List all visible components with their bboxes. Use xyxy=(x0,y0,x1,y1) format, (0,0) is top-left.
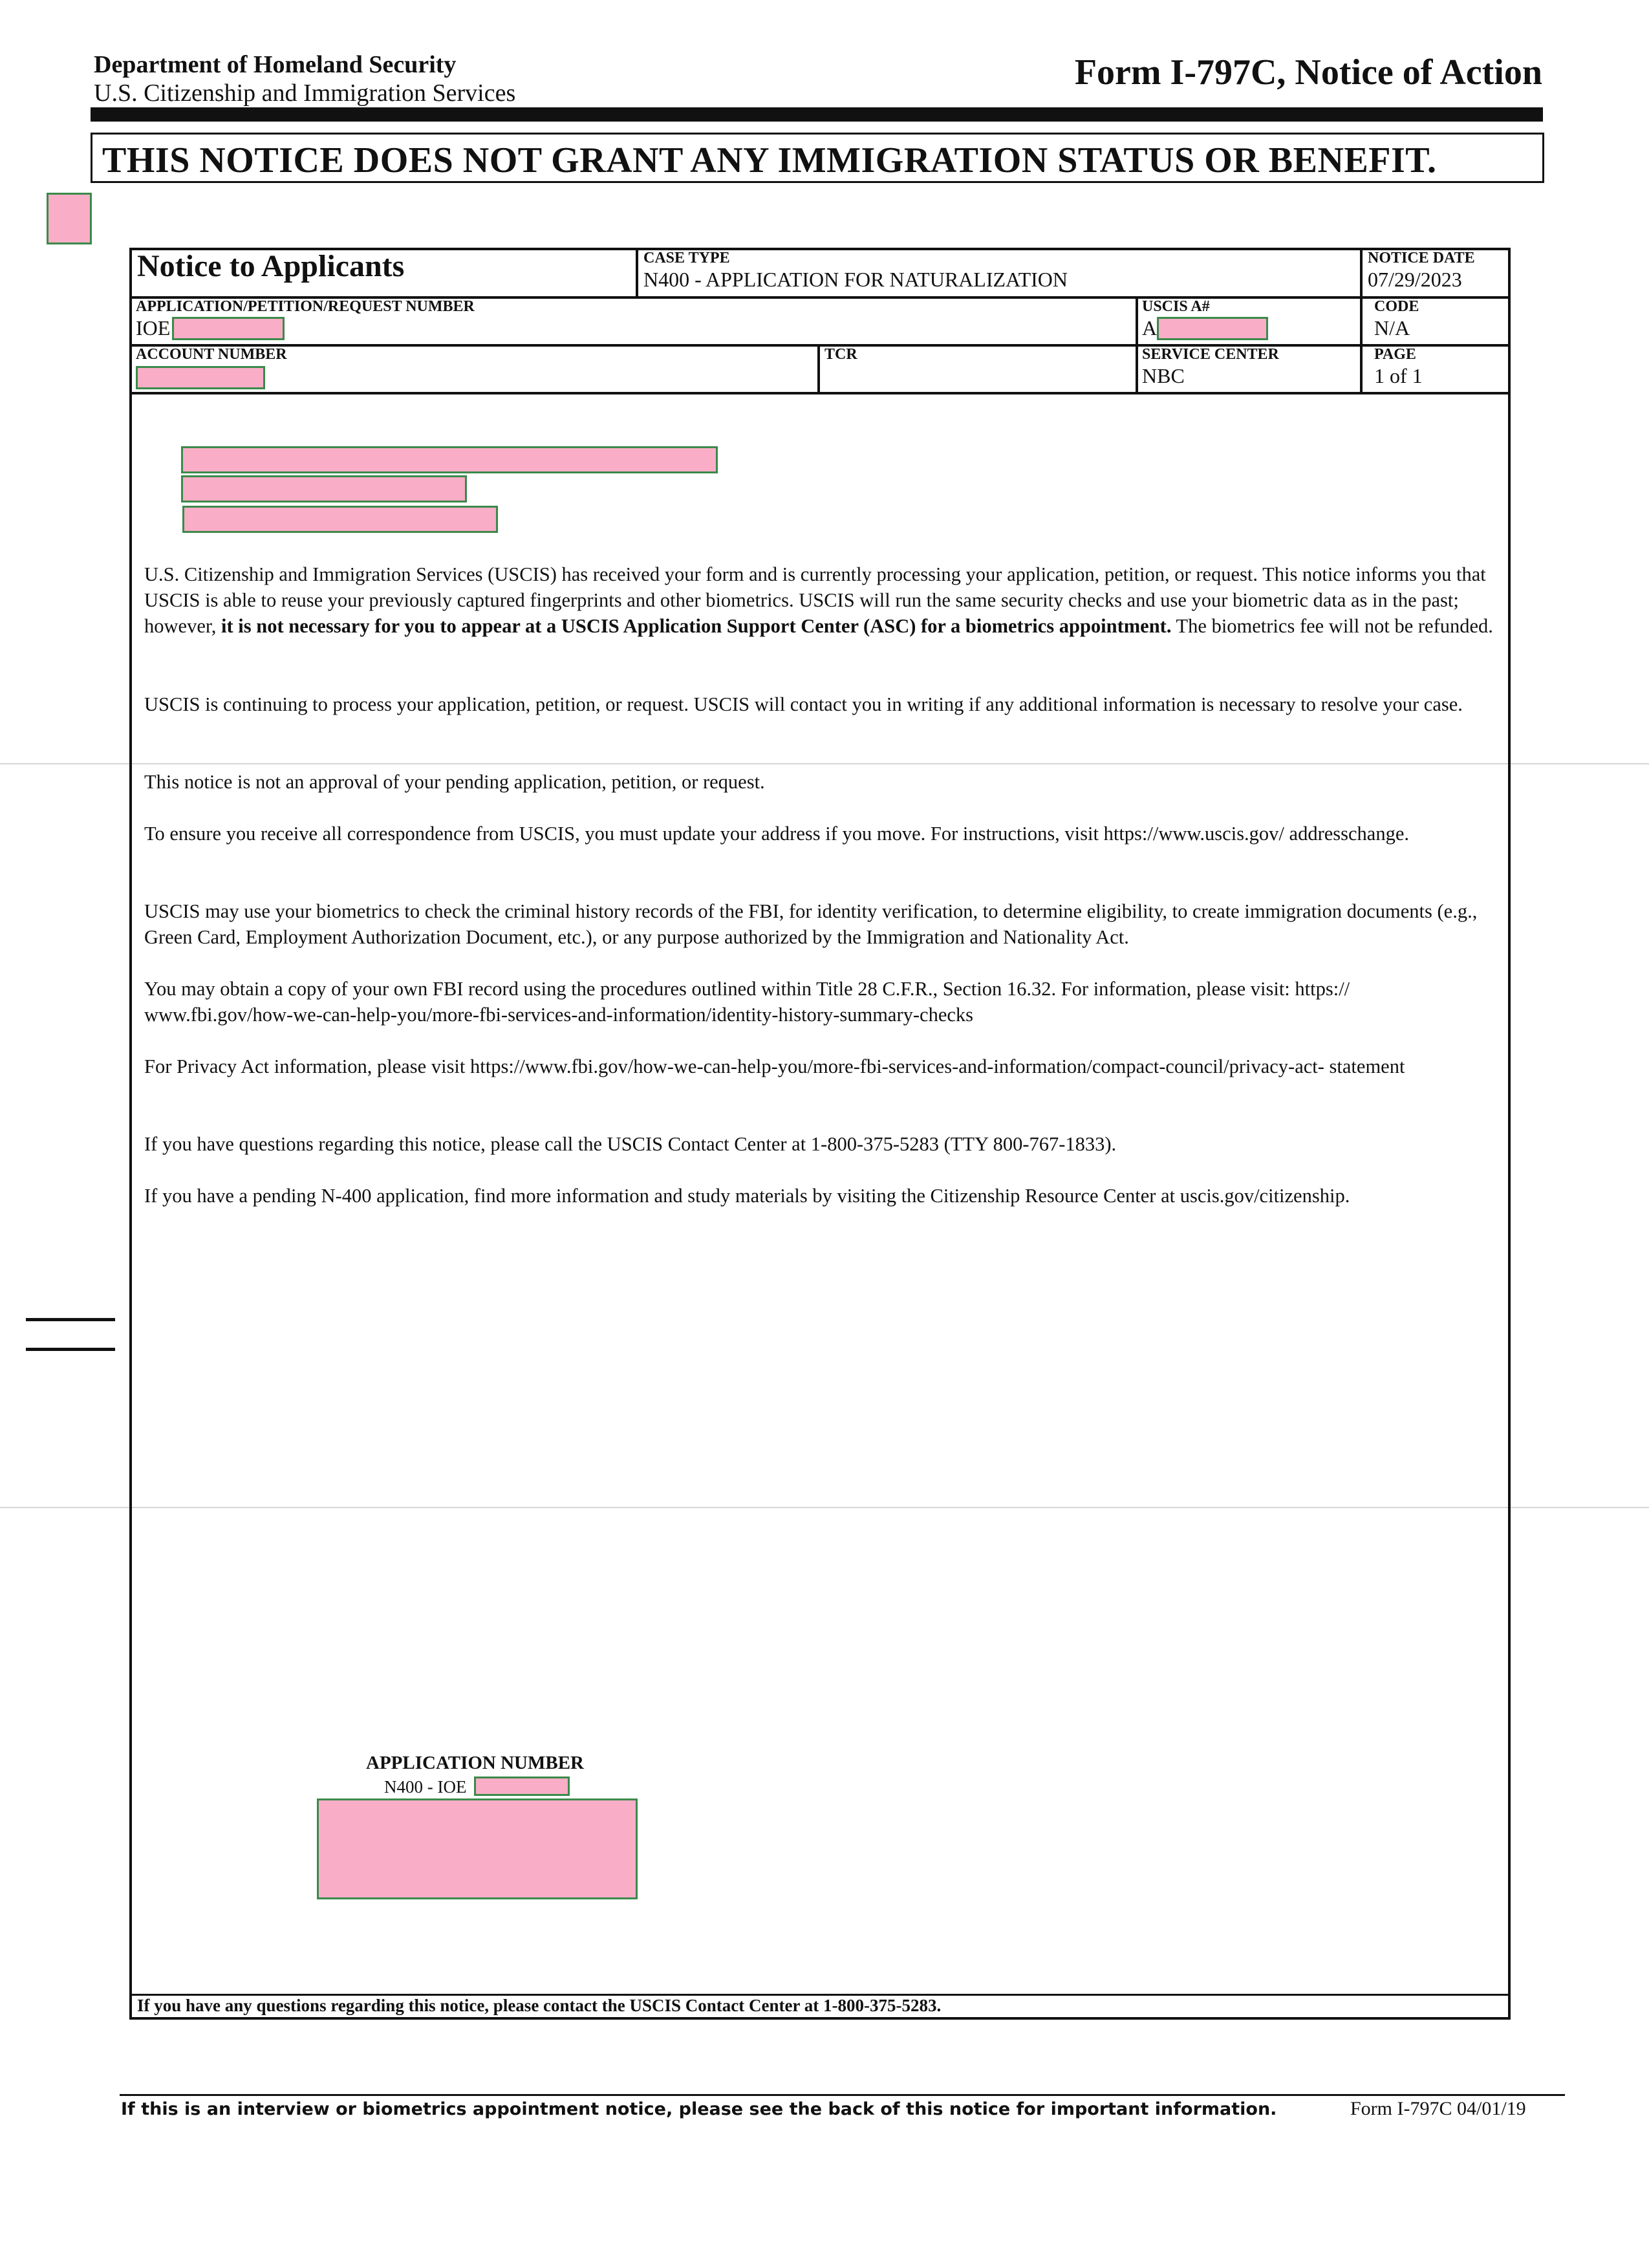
paragraph-text: The biometrics fee will not be refunded. xyxy=(1171,615,1493,637)
margin-mark xyxy=(26,1318,115,1321)
contact-note: If you have any questions regarding this notice, please contact the USCIS Contact Center at 1-800-375-5283. xyxy=(137,1996,942,2015)
redacted-barcode xyxy=(317,1798,638,1899)
account-number-label: ACCOUNT NUMBER xyxy=(136,346,287,363)
body-paragraph: This notice is not an approval of your pending application, petition, or request. xyxy=(144,771,765,793)
page-value: 1 of 1 xyxy=(1374,364,1423,387)
table-rule xyxy=(1360,248,1363,393)
margin-mark xyxy=(26,1348,115,1351)
uscis-a-number-label: USCIS A# xyxy=(1142,298,1210,315)
table-rule xyxy=(1136,296,1138,393)
agency-name: Department of Homeland Security xyxy=(94,51,457,78)
footer-rule xyxy=(120,2094,1565,2096)
body-paragraph: For Privacy Act information, please visit https://www.fbi.gov/how-we-can-help-you/more-fbi-services-and-information/compact-council/privacy-act- statement xyxy=(144,1055,1405,1077)
service-center-value: NBC xyxy=(1142,364,1185,387)
redacted-account-number xyxy=(136,366,265,389)
body-paragraph xyxy=(144,561,1496,639)
code-value: N/A xyxy=(1374,316,1410,340)
table-rule xyxy=(129,344,1511,347)
code-label: CODE xyxy=(1374,298,1419,315)
body-paragraph: USCIS is continuing to process your application, petition, or request. USCIS will contact you in writing if any additional information is necessary to resolve your case. xyxy=(144,693,1463,715)
footer-form-id: Form I-797C 04/01/19 xyxy=(1350,2098,1526,2119)
page-label: PAGE xyxy=(1374,346,1416,363)
tcr-label: TCR xyxy=(824,346,857,363)
warning-text: THIS NOTICE DOES NOT GRANT ANY IMMIGRATION STATUS OR BENEFIT. xyxy=(102,140,1437,180)
table-rule xyxy=(129,392,1511,394)
paragraph-bold-text: it is not necessary for you to appear at a USCIS Application Support Center (ASC) for a biometrics appointment. xyxy=(221,615,1172,637)
redacted-address-line xyxy=(181,475,467,502)
body-paragraph: USCIS may use your biometrics to check the criminal history records of the FBI, for identity verification, to determine eligibility, to create immigration documents (e.g., Green Card, Employment Authorization Document, etc.), or any purpose authorized by the Immigration and Nationality Act. xyxy=(144,900,1478,948)
body-paragraph: You may obtain a copy of your own FBI record using the procedures outlined within Title 28 C.F.R., Section 16.32. For information, please visit: https:// www.fbi.gov/how-we-can-help-you/more-fbi-services-and-information/identity-history-summary-checks xyxy=(144,978,1350,1026)
paragraph-text: U.S. Citizenship and Immigration Services (USCIS) has received your form and is currently processing your application, petition, or request. This notice informs you that USCIS is able to reuse your previously captured fingerprints and other biometrics. USCIS will run the same security checks and use your biometric data as in the past; however, xyxy=(144,563,1486,637)
service-center-label: SERVICE CENTER xyxy=(1142,346,1279,363)
notice-date-value: 07/29/2023 xyxy=(1368,268,1462,291)
form-title: Form I-797C, Notice of Action xyxy=(1074,52,1542,92)
body-paragraph: To ensure you receive all correspondence from USCIS, you must update your address if you move. For instructions, visit https://www.uscis.gov/ addresschange. xyxy=(144,823,1409,845)
redacted-application-number xyxy=(172,317,285,340)
agency-subname: U.S. Citizenship and Immigration Services xyxy=(94,80,516,107)
case-type-label: CASE TYPE xyxy=(643,250,730,266)
body-paragraph: If you have questions regarding this notice, please call the USCIS Contact Center at 1-800-375-5283 (TTY 800-767-1833). xyxy=(144,1133,1117,1155)
application-number-prefix: IOE xyxy=(136,316,171,340)
bottom-application-number-label: APPLICATION NUMBER xyxy=(366,1753,584,1773)
redacted-application-number xyxy=(474,1777,570,1796)
body-paragraph: If you have a pending N-400 application, find more information and study materials by visiting the Citizenship Resource Center at uscis.gov/citizenship. xyxy=(144,1185,1350,1207)
redacted-recipient-name xyxy=(181,446,718,473)
header-rule xyxy=(91,107,1543,122)
notice-date-label: NOTICE DATE xyxy=(1368,250,1475,266)
redacted-address-line xyxy=(182,506,498,533)
table-rule xyxy=(817,344,820,393)
footer-note: If this is an interview or biometrics appointment notice, please see the back of this notice for important information. xyxy=(121,2099,1277,2119)
case-type-value: N400 - APPLICATION FOR NATURALIZATION xyxy=(643,268,1068,291)
redacted-a-number xyxy=(1157,317,1268,340)
table-rule xyxy=(636,248,638,297)
bottom-application-number-prefix: N400 - IOE xyxy=(384,1777,467,1797)
notice-heading: Notice to Applicants xyxy=(137,249,405,283)
redacted-marker xyxy=(47,193,92,244)
application-number-label: APPLICATION/PETITION/REQUEST NUMBER xyxy=(136,298,475,315)
uscis-a-number-prefix: A xyxy=(1142,316,1158,340)
